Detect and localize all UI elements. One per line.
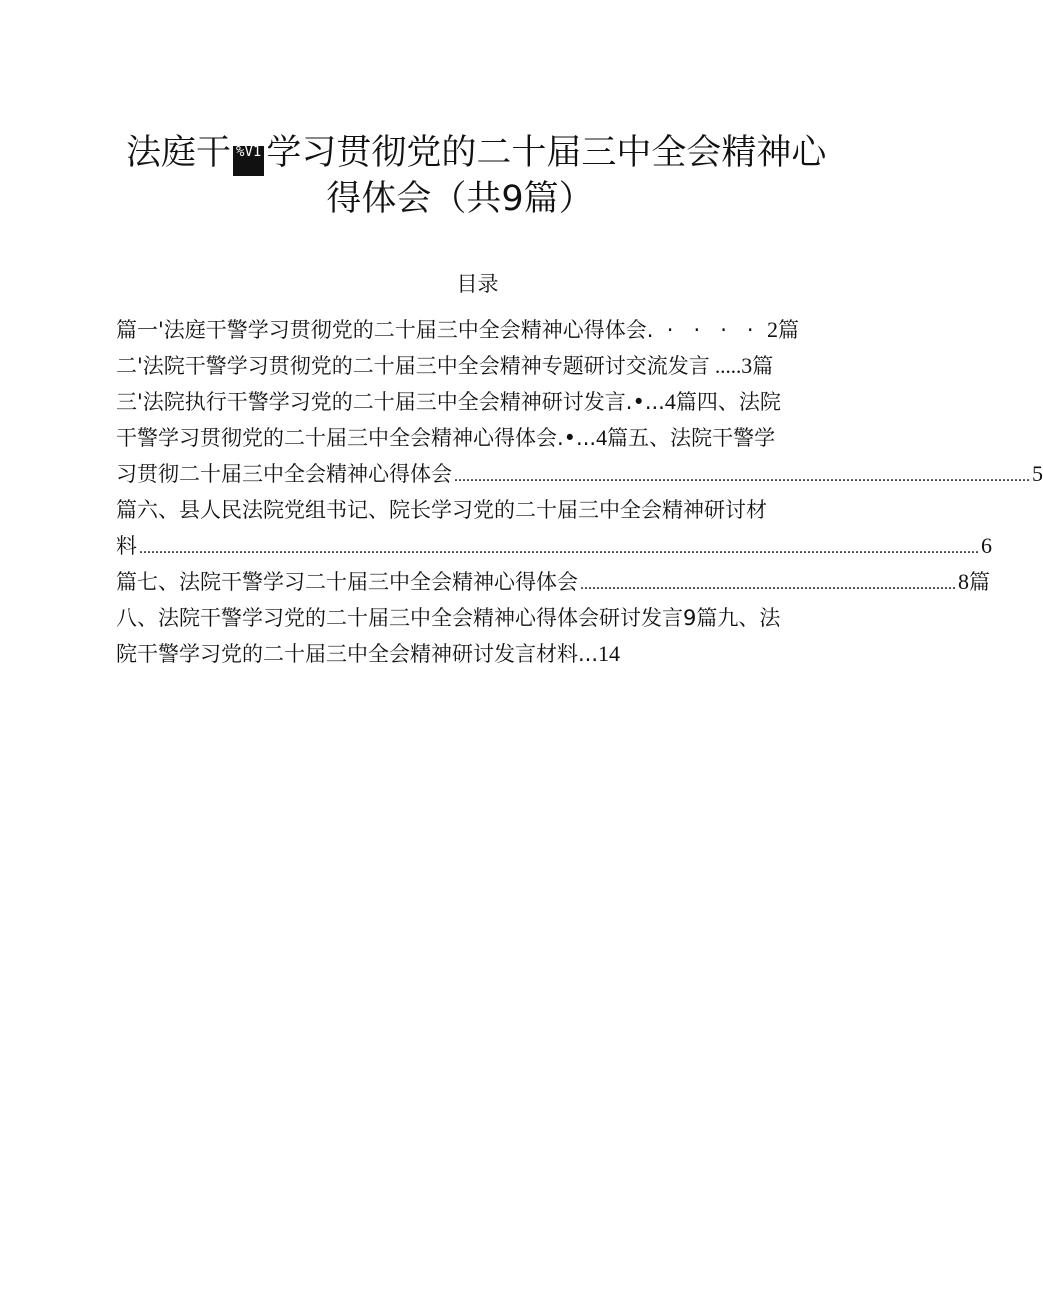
toc-line-9 [116,600,840,636]
title-part-b: 学习贯彻党的二十届三中全会精神心 [266,133,827,173]
toc-leader-dots: .............................................................................................. [580,576,956,593]
toc-tail: 篇五、法院干警学 [607,426,776,450]
toc-text: 篇六、县人民法院党组书记、院长学习党的二十届三中全会精神研讨材 [116,498,767,522]
toc-line-10 [116,636,840,672]
title-part-a: 法庭干 [126,133,232,173]
toc-dots: ..... [709,354,742,378]
toc-page-number: 2 [766,317,778,342]
toc-tail: 篇 [752,354,774,378]
toc-page-number: 3 [741,353,753,378]
toc-text: 料 [116,534,137,558]
toc-tail: 篇 [777,318,799,342]
stamp-text: %V1 [236,144,262,160]
toc-text: 干警学习贯彻党的二十届三中全会精神心得体会.•... [116,426,597,450]
table-of-contents [116,312,1043,672]
toc-tail: 篇 [969,570,990,594]
toc-heading: 目录 [456,272,499,296]
toc-line-2 [116,348,840,384]
toc-line-3 [116,384,840,420]
title-line-2: 得体会（共9篇） [326,179,594,219]
toc-line-7 [116,528,992,564]
toc-tail: 篇四、法院 [675,390,781,414]
document-title [100,130,827,222]
toc-text: 院干警学习党的二十届三中全会精神研讨发言材料... [116,642,599,666]
toc-line-1 [116,312,840,348]
toc-text: 习贯彻二十届三中全会精神心得体会 [116,462,452,486]
toc-page-number: 6 [981,533,992,558]
toc-line-4 [116,420,840,456]
toc-leader-dots: .................................................................................................................................................................................................................. [139,540,979,557]
toc-leader-dots: ................................................................................................................................................ [454,468,1030,485]
toc-text: 篇一'法庭干警学习贯彻党的二十届三中全会精神心得体会. [116,318,654,342]
toc-line-5 [116,456,1043,492]
toc-page-number: 5 [1032,461,1043,486]
toc-dots: · · · · [653,318,767,342]
toc-text: 三'法院执行干警学习党的二十届三中全会精神研讨发言.•... [116,390,665,414]
toc-text: 八、法院干警学习党的二十届三中全会精神心得体会研讨发言9篇九、法 [116,606,781,630]
redaction-stamp [233,146,264,176]
toc-text: 篇七、法院干警学习二十届三中全会精神心得体会 [116,570,578,594]
toc-page-number: 8 [958,569,969,594]
toc-page-number: 14 [598,641,621,666]
toc-line-6 [116,492,840,528]
title-line-1 [100,130,827,176]
toc-line-8 [116,564,990,600]
toc-page-number: 4 [596,425,608,450]
toc-text: 二'法院干警学习贯彻党的二十届三中全会精神专题研讨交流发言 [116,354,710,378]
toc-page-number: 4 [664,389,676,414]
